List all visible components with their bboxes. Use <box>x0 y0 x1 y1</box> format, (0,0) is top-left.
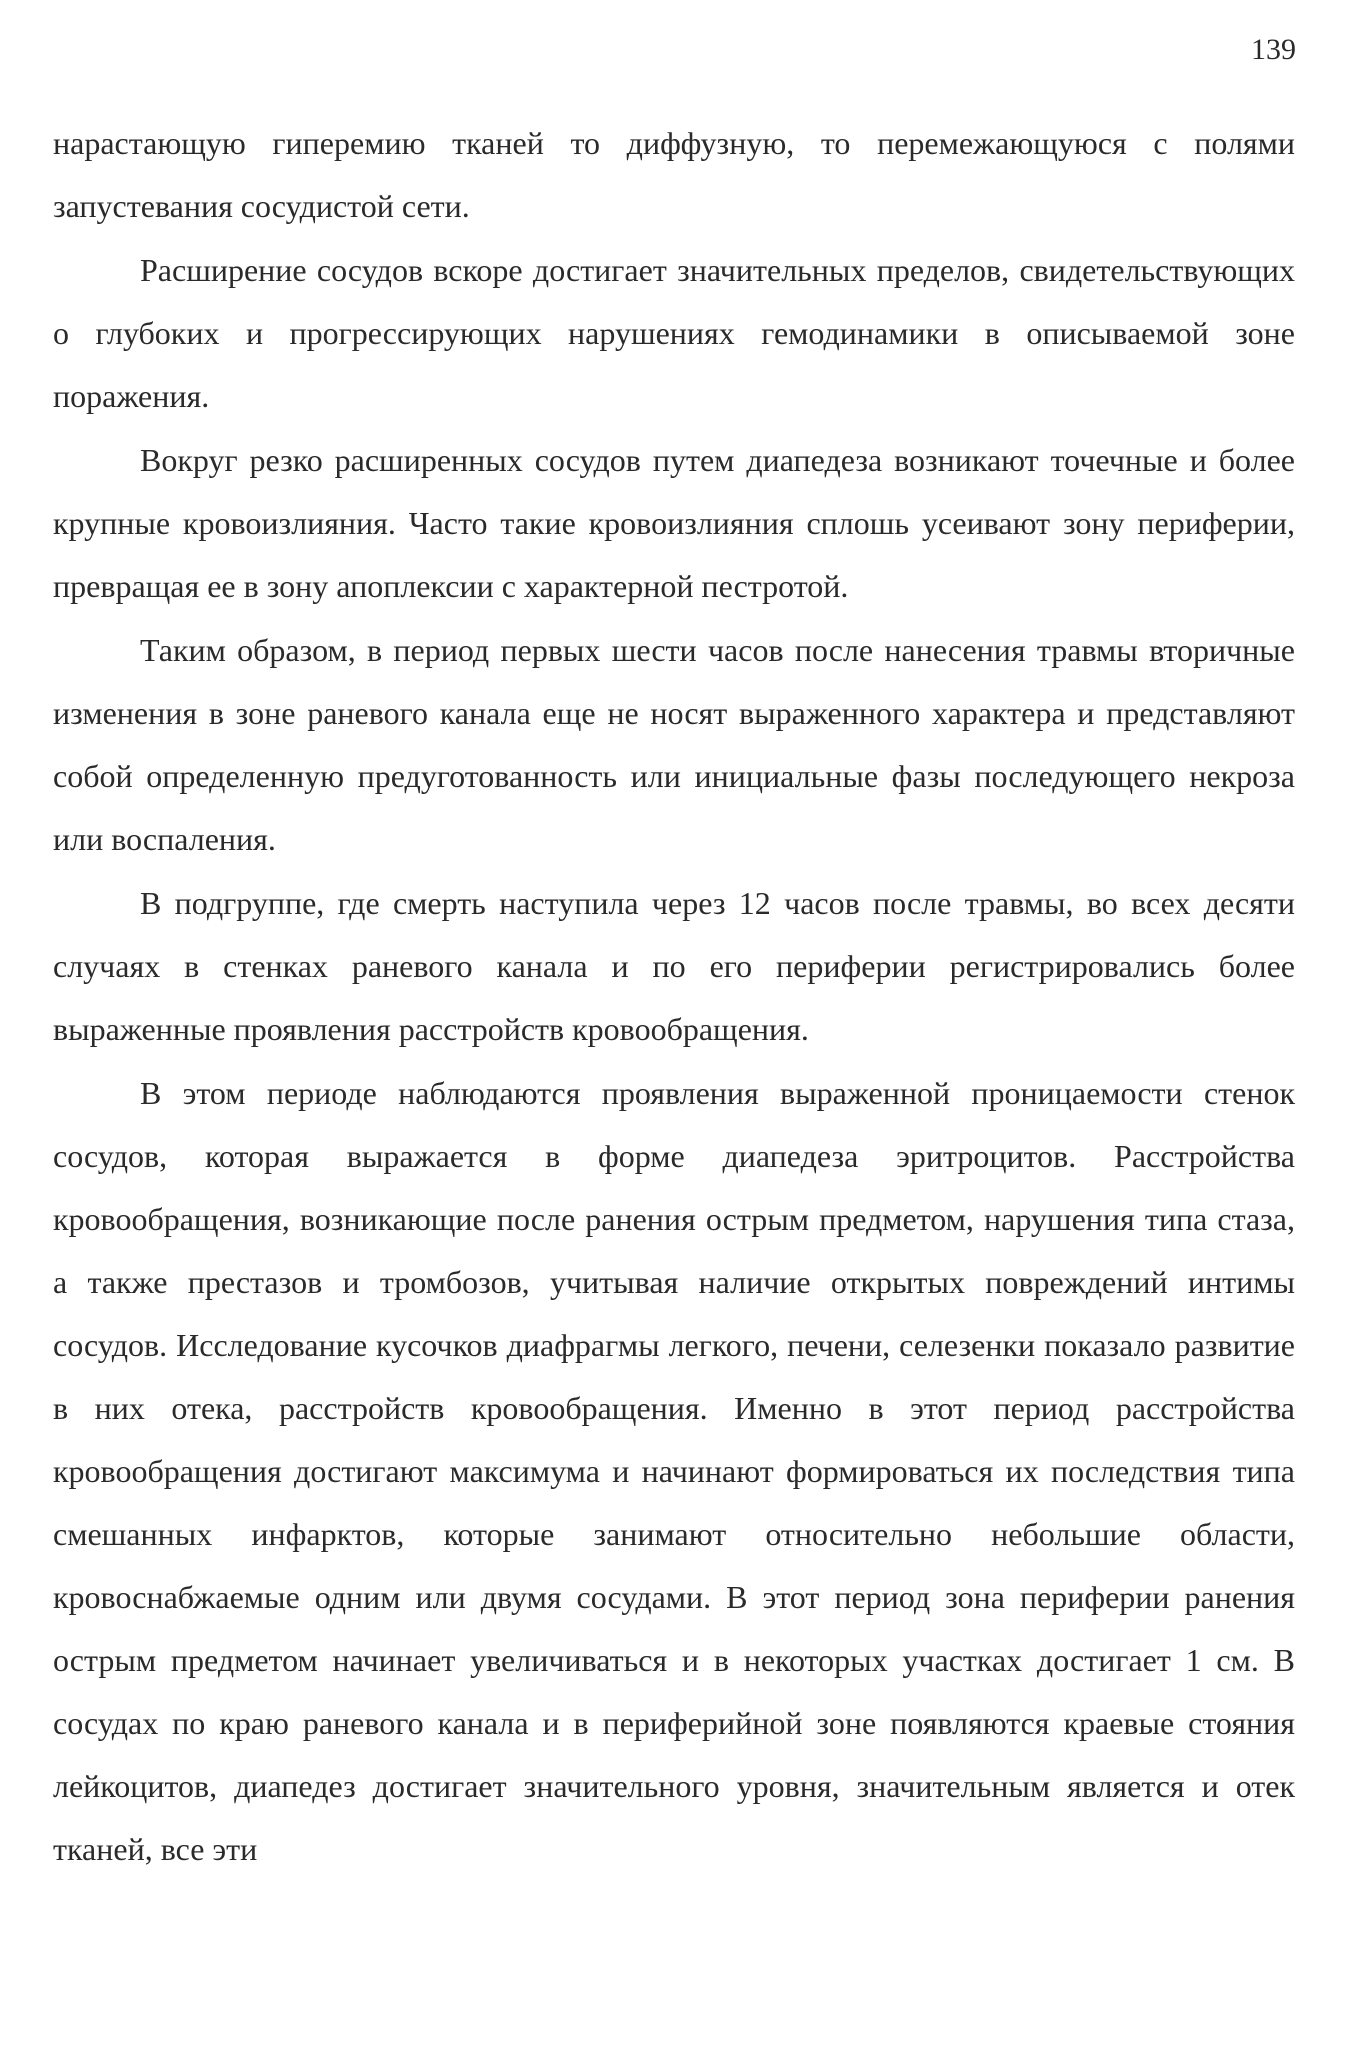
paragraph: Расширение сосудов вскоре достигает значительных пределов, свидетельствующих о глубоких и прогрессирующих нарушениях гемодинамики в описываемой зоне поражения. <box>53 252 1295 414</box>
paragraph-continuation: нарастающую гиперемию тканей то диффузную, то перемежающуюся с полями запустевания сосудистой сети. <box>53 125 1295 224</box>
document-body <box>53 112 1295 1882</box>
paragraph: В этом периоде наблюдаются проявления выраженной проницаемости стенок сосудов, которая выражается в форме диапедеза эритроцитов. Расстройства кровообращения, возникающие после ранения острым предметом, нарушения типа стаза, а также престазов и тромбозов, учитывая наличие открытых повреждений интимы сосудов. Исследование кусочков диафрагмы легкого, печени, селезенки показало развитие в них отека, расстройств кровообращения. Именно в этот период расстройства кровообращения достигают максимума и начинают формироваться их последствия типа смешанных инфарктов, которые занимают относительно небольшие области, кровоснабжаемые одним или двумя сосудами. В этот период зона периферии ранения острым предметом начинает увеличиваться и в некоторых участках достигает 1 см. В сосудах по краю раневого канала и в периферийной зоне появляются краевые стояния лейкоцитов, диапедез достигает значительного уровня, значительным является и отек тканей, все эти <box>53 1075 1295 1867</box>
paragraph: В подгруппе, где смерть наступила через 12 часов после травмы, во всех десяти случаях в стенках раневого канала и по его периферии регистрировались более выраженные проявления расстройств кровообращения. <box>53 885 1295 1047</box>
page-number: 139 <box>1251 33 1296 66</box>
paragraph: Таким образом, в период первых шести часов после нанесения травмы вторичные изменения в зоне раневого канала еще не носят выраженного характера и представляют собой определенную предуготованность или инициальные фазы последующего некроза или воспаления. <box>53 632 1295 857</box>
paragraph: Вокруг резко расширенных сосудов путем диапедеза возникают точечные и более крупные кровоизлияния. Часто такие кровоизлияния сплошь усеивают зону периферии, превращая ее в зону апоплексии с характерной пестротой. <box>53 442 1295 604</box>
